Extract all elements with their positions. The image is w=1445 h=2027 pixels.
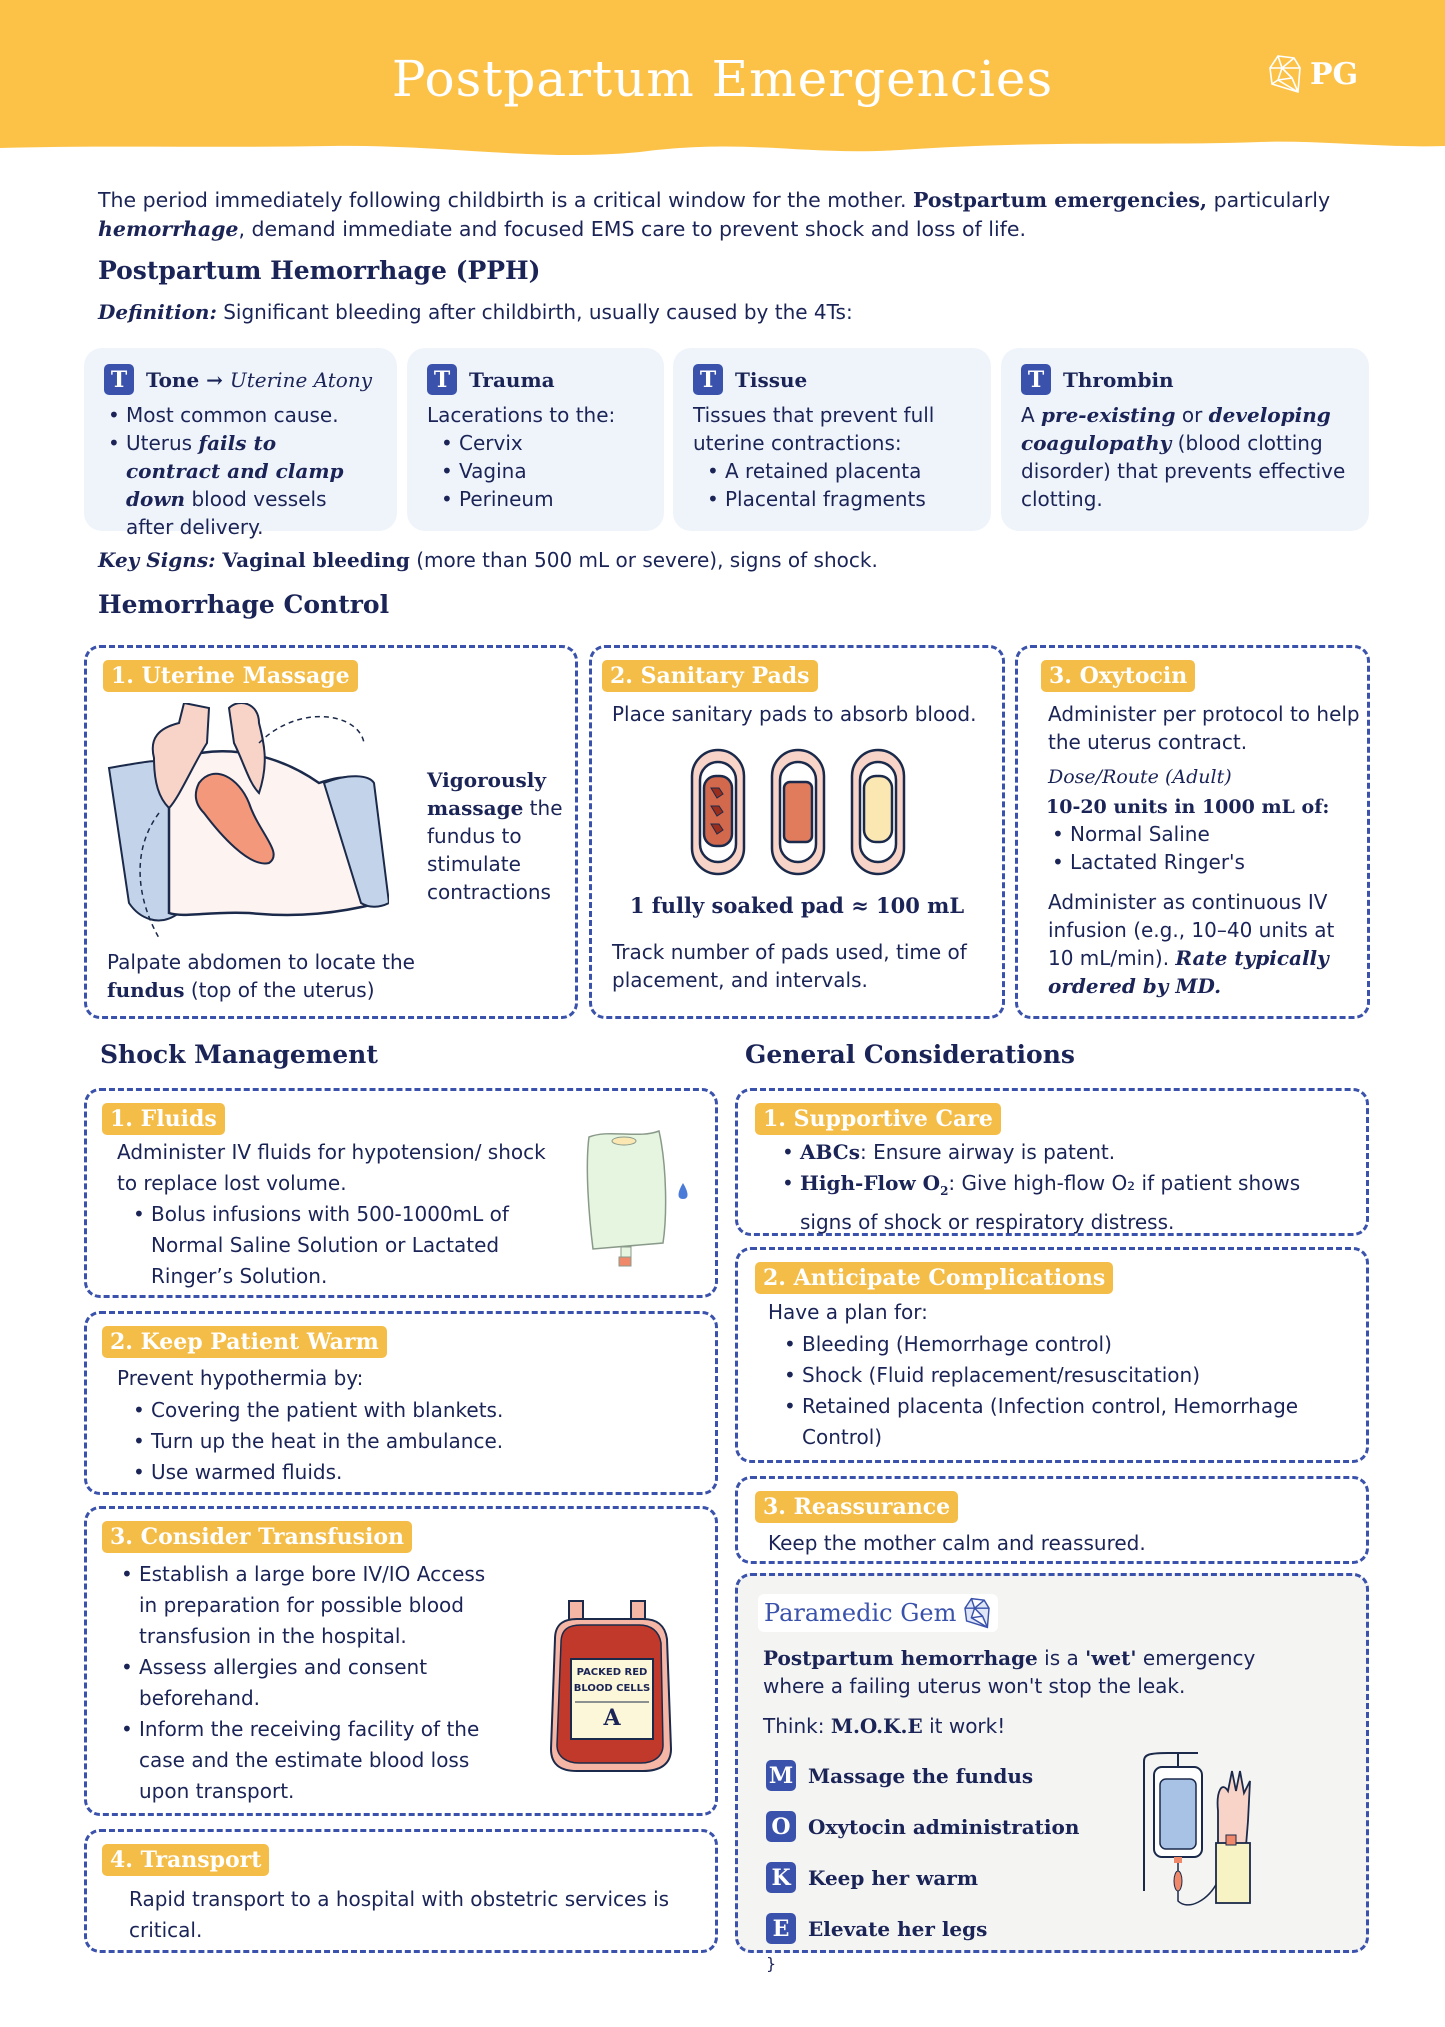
pph-heading: Postpartum Hemorrhage (PPH) [98,256,541,285]
pad-volume-equation: 1 fully soaked pad ≈ 100 mL [629,893,965,918]
t-badge-icon: T [693,364,723,395]
step-label: 3. Oxytocin [1041,660,1195,692]
reassurance-box [735,1476,1369,1564]
transport-text: Rapid transport to a hospital with obstetric services is critical. [129,1887,670,1942]
list-item: • A retained placenta [703,457,971,485]
paramedic-gem-box [735,1573,1369,1973]
logo-text: PG [1310,56,1359,92]
t-card-lead: Tissues that prevent full uterine contractions: [693,403,935,455]
list-item: • Retained placenta (Infection control, Hemorrhage Control) [780,1391,1350,1453]
list-item: • Bolus infusions with 500-1000mL of Normal Saline Solution or Lactated Ringer’s Solution. [129,1199,539,1292]
t-card-title: Trauma [469,367,555,392]
letter-badge-icon: K [766,1862,796,1893]
list-item: • Assess allergies and consent beforehand. [117,1652,497,1714]
moke-list: M Massage the fundus O Oxytocin administration K Keep her warm E Elevate her legs } [766,1750,1079,1973]
gem-description: Postpartum hemorrhage is a 'wet' emergency where a failing uterus won't stop the leak. [763,1646,1256,1698]
step-label: 2. Sanitary Pads [602,660,818,692]
t-badge-icon: T [1021,364,1051,395]
list-item: • Establish a large bore IV/IO Access in preparation for possible blood transfusion in the hospital. [117,1559,497,1652]
dose-route-heading: Dose/Route (Adult) [1048,766,1232,788]
hemorrhage-control-heading: Hemorrhage Control [98,590,390,619]
t-card-lead: Lacerations to the: [427,403,616,427]
list-item: • Uterus fails to contract and clamp down blood vessels after delivery. [104,429,377,541]
iv-drip-illustration [1138,1751,1258,1911]
transport-box [84,1829,718,1953]
t-card-thrombin [1001,348,1369,531]
list-item: • High-Flow $O_2$: Give high-flow O₂ if patient shows signs of shock or respiratory distress. [778,1168,1353,1238]
warm-lead: Prevent hypothermia by: [117,1366,364,1390]
step-label: 3. Consider Transfusion [102,1521,412,1553]
t-card-body: A pre-existing or developing coagulopathy (blood clotting disorder) that prevents effective clotting. [1021,403,1346,511]
step-label: 1. Fluids [102,1103,225,1135]
moke-item: K Keep her warm [766,1852,1079,1903]
t-card-trauma [407,348,664,531]
palpate-instruction: Palpate abdomen to locate the fundus (top of the uterus) [107,950,415,1002]
moke-item: M Massage the fundus [766,1750,1079,1801]
list-item: • Lactated Ringer's [1048,848,1245,876]
t-badge-icon: T [427,364,457,395]
t-badge-icon: T [104,364,134,395]
anticipate-complications-box [735,1247,1369,1463]
list-item: • Placental fragments [703,485,971,513]
infusion-note: Administer as continuous IV infusion (e.g., 10–40 units at 10 mL/min). Rate typically ordered by MD. [1048,890,1335,998]
t-card-tone [84,348,397,539]
reassurance-text: Keep the mother calm and reassured. [768,1531,1146,1555]
moke-item: O Oxytocin administration [766,1801,1079,1852]
gem-icon [1268,54,1302,94]
t-card-title: Thrombin [1063,367,1174,392]
list-item: • Shock (Fluid replacement/resuscitation) [780,1360,1350,1391]
moke-item: E Elevate her legs [766,1903,1079,1954]
uterine-massage-illustration [99,703,389,943]
step-label: 1. Uterine Massage [103,660,358,692]
list-item: • Normal Saline [1048,820,1245,848]
list-item: • Use warmed fluids. [129,1457,503,1488]
moke-mnemonic: Think: M.O.K.E it work! [763,1714,1006,1738]
list-item: • Vagina [437,457,644,485]
blood-type: A [603,1705,621,1731]
sanitary-pads-illustration [687,748,907,878]
iv-bag-illustration [579,1127,699,1267]
page-header [0,0,1445,160]
pads-note: Track number of pads used, time of placement, and intervals. [612,940,967,992]
pph-definition: Definition: Significant bleeding after childbirth, usually caused by the 4Ts: [98,300,853,324]
gem-icon [962,1597,992,1629]
step-label: 4. Transport [102,1844,269,1876]
key-signs: Key Signs: Vaginal bleeding (more than 500 mL or severe), signs of shock. [98,548,878,572]
brand-logo [1268,54,1358,94]
anticipate-lead: Have a plan for: [768,1300,928,1324]
oxytocin-lead: Administer per protocol to help the uterus contract. [1048,702,1360,754]
list-item: • Most common cause. [104,401,377,429]
sanitary-pads-box [589,645,1005,1019]
page-title: Postpartum Emergencies [391,50,1054,108]
letter-badge-icon: O [766,1811,796,1842]
intro-paragraph: The period immediately following childbirth is a critical window for the mother. Postpartum emergencies, particularly hemorrhage, demand immediate and focused EMS care to prevent shock and loss of life. [98,188,1331,241]
blood-bag-illustration [547,1599,677,1774]
uterine-massage-box [84,645,578,1019]
letter-badge-icon: M [766,1760,796,1791]
transfusion-box [84,1506,718,1816]
list-item: • Bleeding (Hemorrhage control) [780,1329,1350,1360]
dose-amount: 10-20 units in 1000 mL of: [1046,796,1330,818]
pads-lead: Place sanitary pads to absorb blood. [612,702,977,726]
list-item: • Inform the receiving facility of the case and the estimate blood loss upon transport. [117,1714,497,1807]
step-label: 2. Anticipate Complications [755,1262,1113,1294]
blood-bag-label: PACKED RED BLOOD CELLS [573,1667,651,1694]
fluids-box [84,1088,718,1298]
general-considerations-heading: General Considerations [745,1040,1075,1069]
step-label: 1. Supportive Care [755,1103,1001,1135]
t-card-title: Tissue [735,367,808,392]
list-item: • Perineum [437,485,644,513]
list-item: • Cervix [437,429,644,457]
oxytocin-box [1015,645,1370,1019]
t-card-tissue [673,348,991,531]
fluids-lead: Administer IV fluids for hypotension/ shock to replace lost volume. [117,1140,546,1195]
supportive-care-box [735,1088,1369,1236]
list-item: • ABCs: Ensure airway is patent. [778,1137,1353,1168]
dose-solutions [1048,820,1245,876]
shock-management-heading: Shock Management [100,1040,378,1069]
keep-warm-box [84,1311,718,1495]
step-label: 3. Reassurance [755,1491,958,1523]
massage-instruction: Vigorously massage the fundus to stimulate contractions [427,768,563,904]
list-item: • Turn up the heat in the ambulance. [129,1426,503,1457]
list-item: • Covering the patient with blankets. [129,1395,503,1426]
step-label: 2. Keep Patient Warm [102,1326,387,1358]
t-card-title: Tone → Uterine Atony [146,367,372,392]
letter-badge-icon: E [766,1913,796,1944]
paramedic-gem-title: Paramedic Gem [758,1594,998,1632]
